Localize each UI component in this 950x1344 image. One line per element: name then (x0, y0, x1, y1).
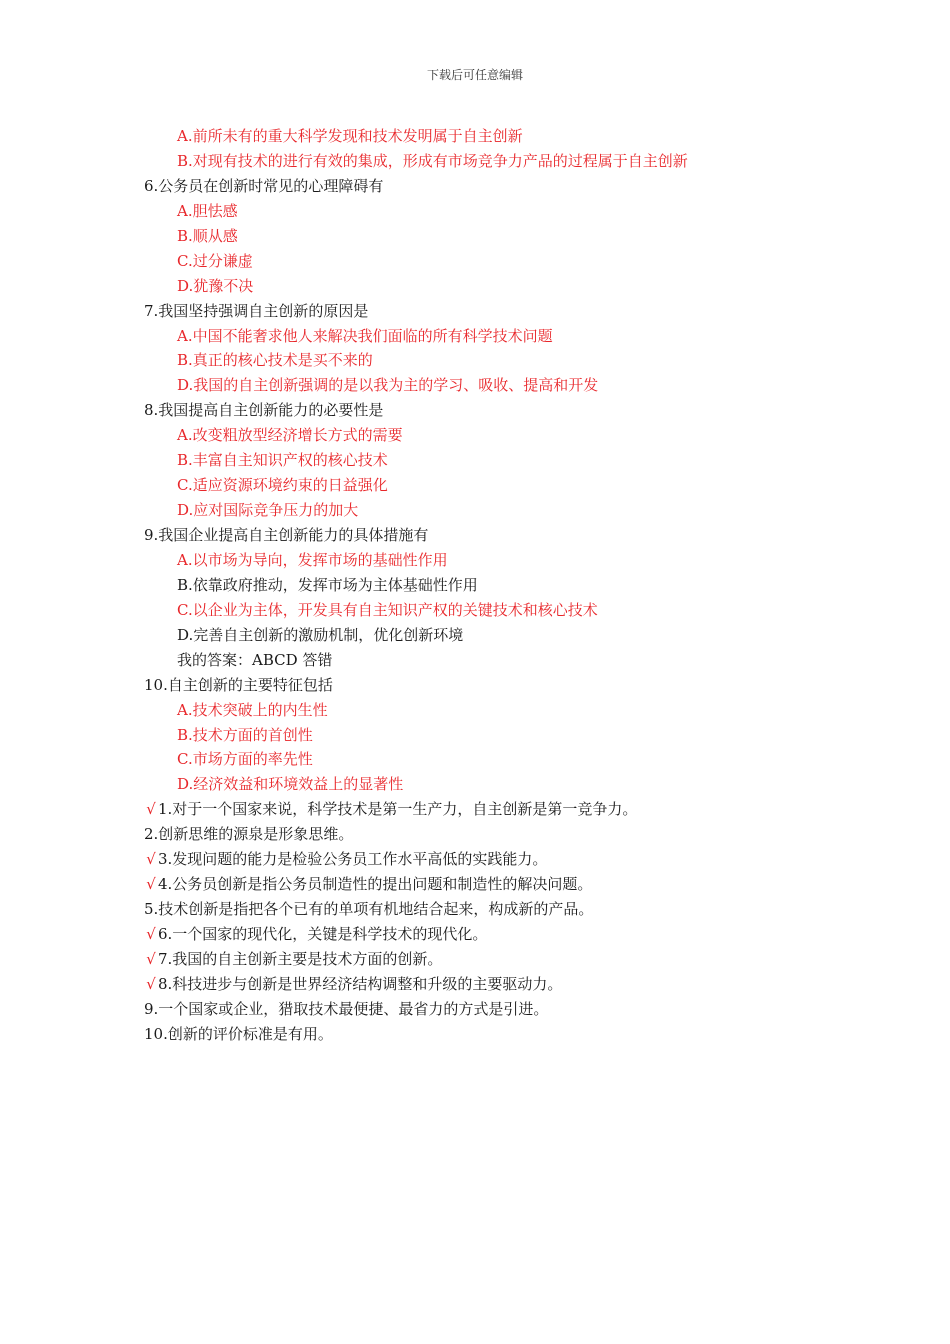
line-text: 6.公务员在创新时常见的心理障碍有 (144, 176, 384, 195)
check-mark-icon: √ (146, 974, 156, 993)
document-body (144, 124, 844, 1047)
answer-option (144, 747, 844, 772)
line-text: D.犹豫不决 (177, 276, 254, 295)
line-text: B.技术方面的首创性 (177, 725, 313, 744)
line-text: B.真正的核心技术是买不来的 (177, 351, 373, 370)
line-text: B.对现有技术的进行有效的集成，形成有市场竞争力产品的过程属于自主创新 (177, 151, 688, 170)
line-text: D.完善自主创新的激励机制，优化创新环境 (177, 625, 464, 644)
true-false-statement (144, 947, 844, 972)
line-text: C.市场方面的率先性 (177, 750, 313, 769)
line-text: 5.技术创新是指把各个已有的单项有机地结合起来，构成新的产品。 (144, 900, 594, 919)
line-text: 3.发现问题的能力是检验公务员工作水平高低的实践能力。 (158, 850, 548, 869)
line-text: 8.科技进步与创新是世界经济结构调整和升级的主要驱动力。 (158, 974, 563, 993)
line-text: 8.我国提高自主创新能力的必要性是 (144, 401, 384, 420)
line-text: A.改变粗放型经济增长方式的需要 (177, 426, 403, 445)
line-text: C.以企业为主体，开发具有自主知识产权的关键技术和核心技术 (177, 600, 598, 619)
line-text: A.中国不能奢求他人来解决我们面临的所有科学技术问题 (177, 326, 553, 345)
question-stem (144, 523, 844, 548)
check-mark-icon: √ (146, 925, 156, 943)
true-false-statement (144, 897, 844, 922)
page-header: 下载后可任意编辑 (426, 68, 523, 82)
line-text: 10.自主创新的主要特征包括 (144, 675, 333, 694)
true-false-statement (144, 872, 844, 897)
true-false-statement (144, 847, 844, 872)
line-text: B.丰富自主知识产权的核心技术 (177, 451, 388, 470)
line-text: B.依靠政府推动，发挥市场为主体基础性作用 (177, 575, 478, 594)
question-stem (144, 673, 844, 698)
line-text: 2.创新思维的源泉是形象思维。 (144, 825, 354, 844)
true-false-statement (144, 922, 844, 947)
line-text: 1.对于一个国家来说，科学技术是第一生产力，自主创新是第一竞争力。 (158, 800, 638, 819)
answer-option (144, 548, 844, 573)
answer-option (144, 199, 844, 224)
question-stem (144, 398, 844, 423)
check-mark-icon: √ (146, 875, 156, 894)
line-text: A.胆怯感 (177, 201, 238, 220)
line-text: A.以市场为导向，发挥市场的基础性作用 (177, 550, 448, 569)
line-text: A.技术突破上的内生性 (177, 700, 328, 719)
answer-option (144, 274, 844, 299)
answer-option (144, 473, 844, 498)
answer-option (144, 124, 844, 149)
answer-option (144, 423, 844, 448)
true-false-statement (144, 1022, 844, 1047)
answer-option (144, 324, 844, 349)
line-text: 4.公务员创新是指公务员制造性的提出问题和制造性的解决问题。 (158, 875, 593, 894)
line-text: 9.一个国家或企业，猎取技术最便捷、最省力的方式是引进。 (144, 999, 549, 1018)
answer-option (144, 698, 844, 723)
answer-option (144, 224, 844, 249)
answer-option (144, 373, 844, 398)
answer-option (144, 573, 844, 598)
answer-option (144, 623, 844, 648)
line-text: 6.一个国家的现代化，关键是科学技术的现代化。 (158, 925, 488, 943)
check-mark-icon: √ (146, 949, 156, 968)
line-text: D.应对国际竞争压力的加大 (177, 501, 359, 520)
line-text: 7.我国的自主创新主要是技术方面的创新。 (158, 949, 443, 968)
line-text: A.前所未有的重大科学发现和技术发明属于自主创新 (177, 127, 523, 145)
true-false-statement (144, 972, 844, 997)
true-false-statement (144, 822, 844, 847)
true-false-statement (144, 797, 844, 822)
check-mark-icon: √ (146, 850, 156, 869)
answer-option (144, 723, 844, 748)
answer-option (144, 149, 844, 174)
answer-option (144, 772, 844, 797)
line-text: C.过分谦虚 (177, 251, 253, 270)
answer-option (144, 598, 844, 623)
question-stem (144, 299, 844, 324)
line-text: C.适应资源环境约束的日益强化 (177, 476, 388, 495)
answer-option (144, 498, 844, 523)
line-text: B.顺从感 (177, 226, 238, 245)
answer-option (144, 648, 844, 673)
check-mark-icon: √ (146, 800, 156, 819)
line-text: D.我国的自主创新强调的是以我为主的学习、吸收、提高和开发 (177, 376, 599, 395)
line-text: 我的答案：ABCD 答错 (177, 650, 333, 669)
answer-option (144, 348, 844, 373)
true-false-statement (144, 997, 844, 1022)
answer-option (144, 249, 844, 274)
line-text: 7.我国坚持强调自主创新的原因是 (144, 301, 369, 320)
answer-option (144, 448, 844, 473)
question-stem (144, 174, 844, 199)
line-text: D.经济效益和环境效益上的显著性 (177, 775, 404, 794)
line-text: 9.我国企业提高自主创新能力的具体措施有 (144, 526, 429, 544)
line-text: 10.创新的评价标准是有用。 (144, 1024, 333, 1043)
